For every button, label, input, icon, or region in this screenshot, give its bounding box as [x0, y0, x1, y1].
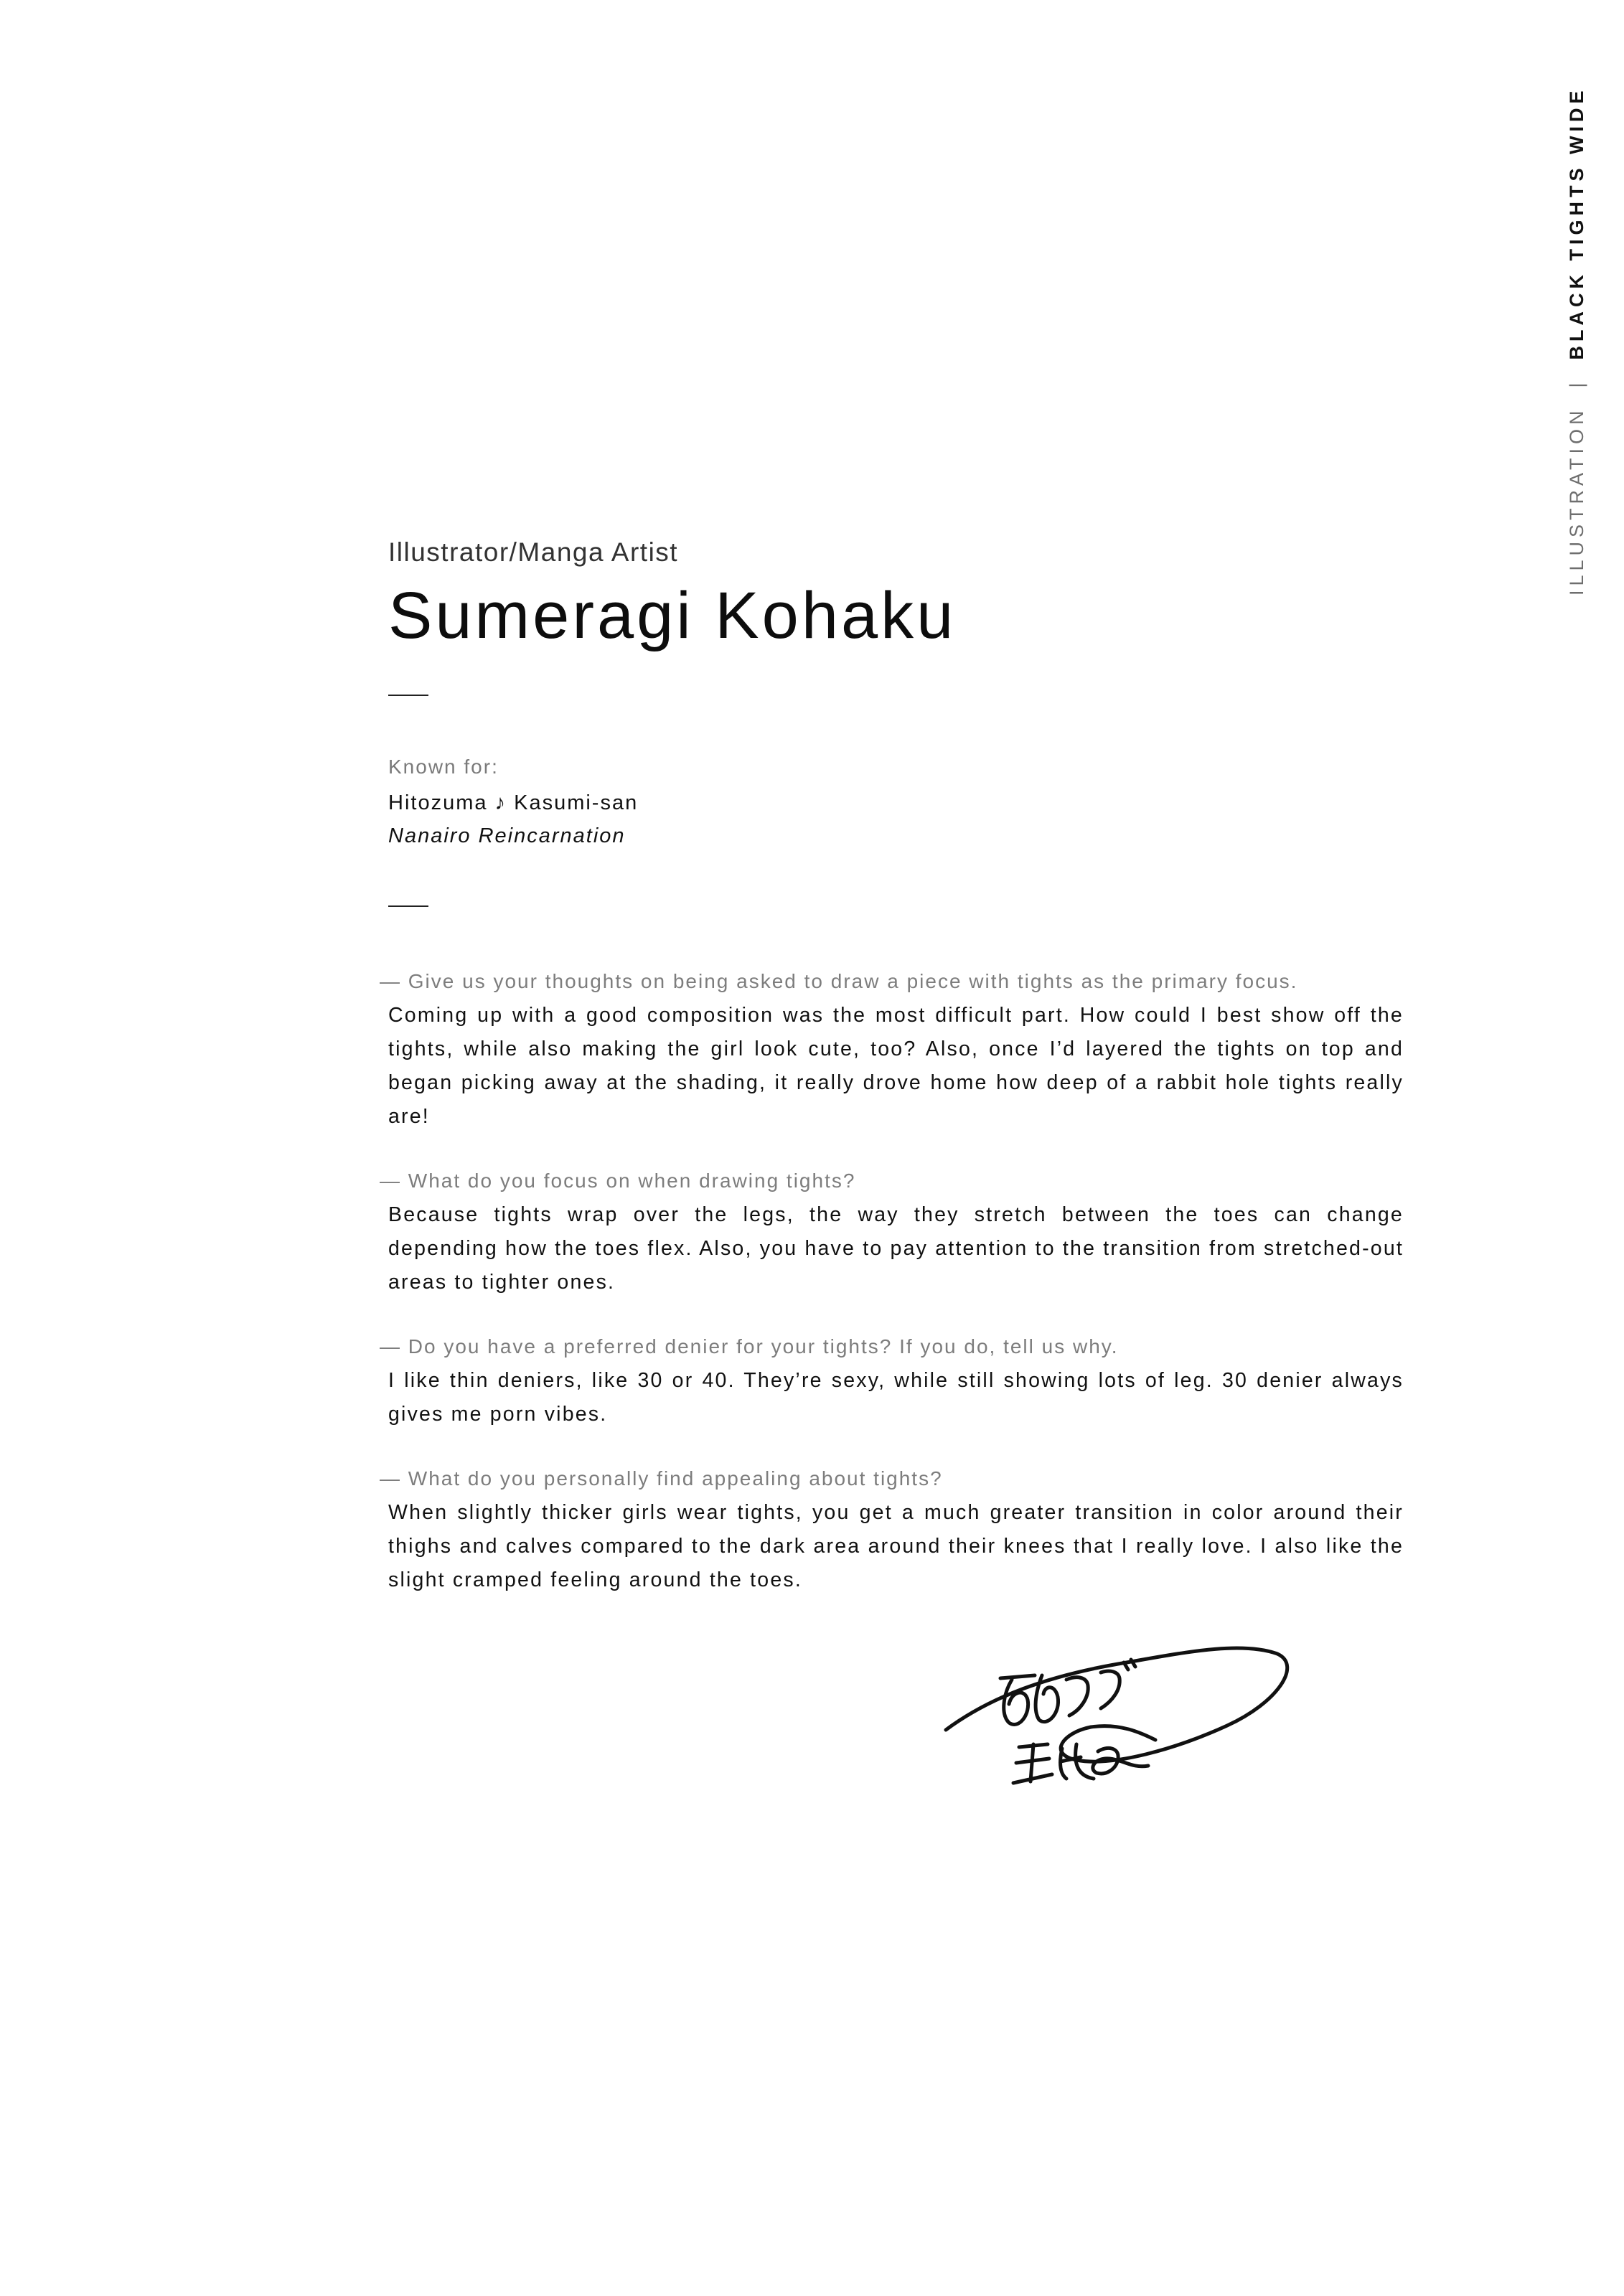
interview-content — [380, 537, 1404, 1630]
qa-item — [380, 1332, 1404, 1431]
known-work: Nanairo Reincarnation — [388, 824, 626, 847]
question: — What do you focus on when drawing tights? — [380, 1170, 856, 1192]
question: — Do you have a preferred denier for your tights? If you do, tell us why. — [380, 1335, 1119, 1358]
answer: Because tights wrap over the legs, the way they stretch between the toes can change depending how the toes flex. Also, you have to pay attention to the transition from stretched-out areas to tighter ones. — [388, 1203, 1404, 1294]
divider — [388, 695, 428, 696]
qa-item — [380, 967, 1404, 1134]
question: — Give us your thoughts on being asked to draw a piece with tights as the primary focus. — [380, 970, 1298, 992]
section-label: ILLUSTRATION — [1565, 406, 1587, 596]
known-work: Hitozuma ♪ Kasumi-san — [388, 791, 639, 814]
known-for-label: Known for: — [388, 756, 499, 778]
answer: When slightly thicker girls wear tights, you get a much greater transition in color around their thighs and calves compared to the dark area around their knees that I really love. I also like the slight cramped feeling around the toes. — [388, 1501, 1404, 1591]
known-for-list — [388, 786, 1404, 852]
artist-role: Illustrator/Manga Artist — [388, 537, 679, 567]
divider — [388, 905, 428, 907]
qa-list — [380, 967, 1404, 1597]
book-title-label: BLACK TIGHTS WIDE — [1565, 86, 1587, 360]
question: — What do you personally find appealing about tights? — [380, 1467, 943, 1490]
qa-item — [380, 1464, 1404, 1597]
section-separator: | — [1565, 378, 1587, 388]
artist-name: Sumeragi Kohaku — [388, 579, 957, 652]
artist-signature — [940, 1625, 1299, 1812]
answer: Coming up with a good composition was the most difficult part. How could I best show off the tights, while also making the girl look cute, too? Also, once I’d layered the tights on top and began picking away at the shading, it really drove home how deep of a rabbit hole tights really are! — [388, 1004, 1404, 1128]
qa-item — [380, 1167, 1404, 1299]
side-section-label — [1559, 22, 1595, 596]
answer: I like thin deniers, like 30 or 40. They’re sexy, while still showing lots of leg. 30 denier always gives me porn vibes. — [388, 1369, 1404, 1426]
